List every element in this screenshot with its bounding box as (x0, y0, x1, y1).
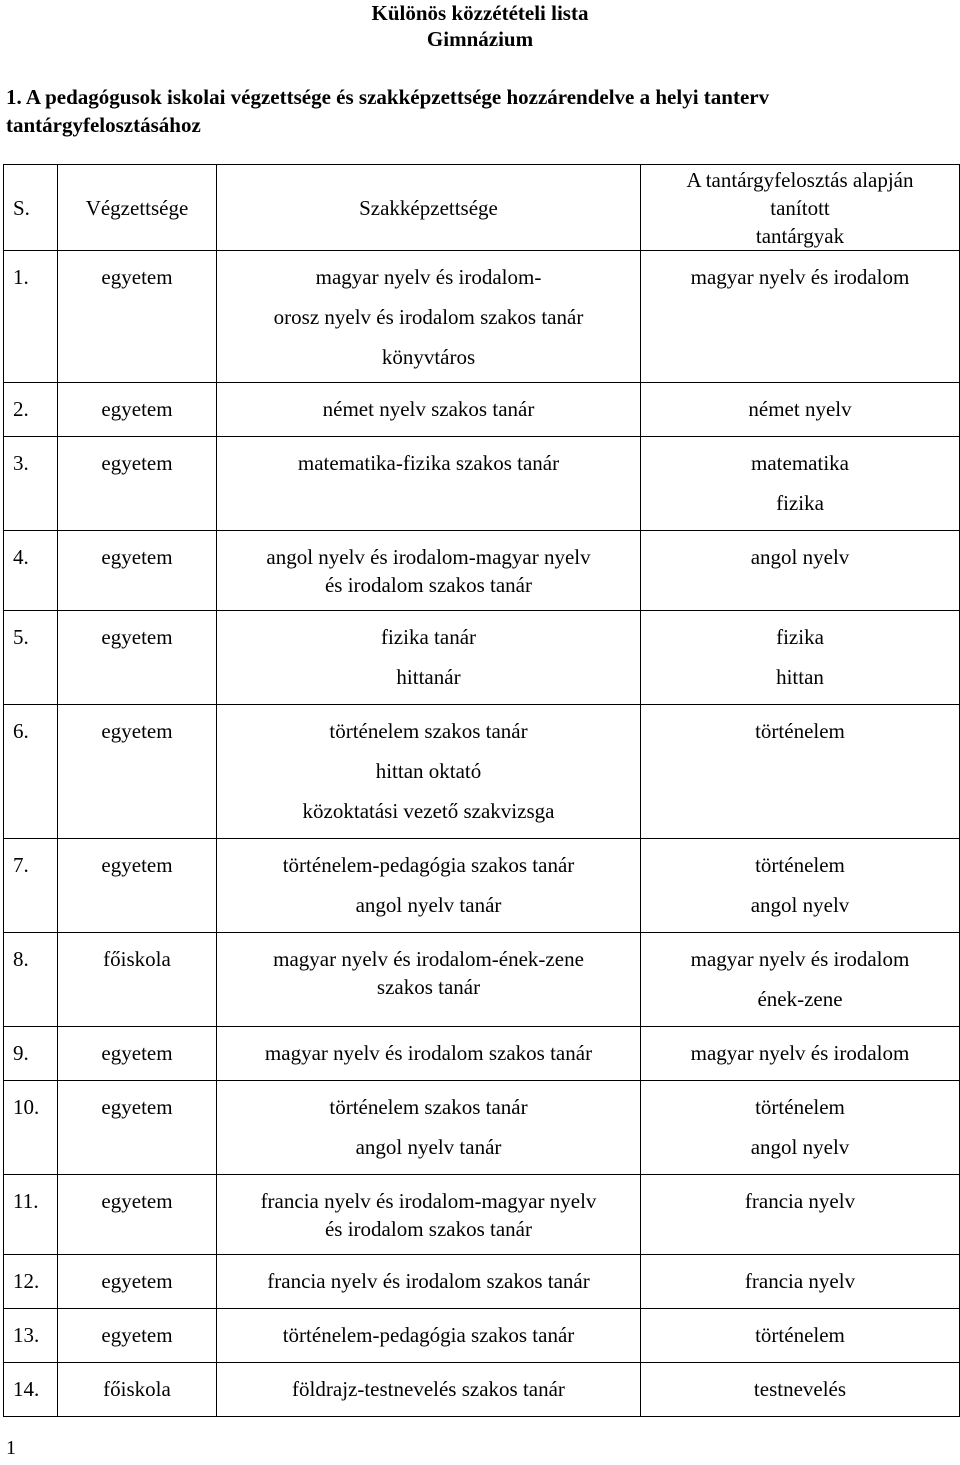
row-qualification (217, 611, 641, 705)
table-row (4, 1363, 960, 1417)
header-subjects-line2: tanított (770, 195, 830, 220)
qualification-line: könyvtáros (381, 345, 476, 369)
subject-line: angol nyelv (750, 545, 850, 569)
row-qualification (217, 1309, 641, 1363)
table-row (4, 839, 960, 933)
subject-line: történelem (755, 719, 845, 743)
row-subjects (641, 839, 960, 933)
row-number: 4. (4, 531, 58, 611)
header-degree: Végzettsége (58, 165, 217, 251)
subject-line: német nyelv (748, 397, 852, 421)
document-subtitle: Gimnázium (426, 27, 534, 51)
row-degree: egyetem (58, 1255, 217, 1309)
table-row (4, 1081, 960, 1175)
qualification-line: történelem szakos tanár (329, 719, 528, 743)
subject-line: magyar nyelv és irodalom (690, 947, 910, 971)
table-row (4, 1309, 960, 1363)
row-number: 1. (4, 251, 58, 383)
qualification-line: angol nyelv és irodalom-magyar nyelv (266, 545, 591, 569)
subject-line: matematika (751, 451, 849, 475)
subject-line: magyar nyelv és irodalom (690, 265, 910, 289)
row-subjects (641, 1255, 960, 1309)
table-row (4, 531, 960, 611)
subject-line: történelem (755, 1323, 845, 1347)
row-qualification (217, 933, 641, 1027)
qualification-line: magyar nyelv és irodalom szakos tanár (264, 1041, 593, 1065)
row-number: 2. (4, 383, 58, 437)
table-row (4, 933, 960, 1027)
qualification-line: magyar nyelv és irodalom-ének-zene (273, 947, 584, 971)
subject-line: fizika (776, 625, 824, 649)
row-number: 9. (4, 1027, 58, 1081)
table-row (4, 383, 960, 437)
table-row (4, 705, 960, 839)
header-subjects-line3: tantárgyak (755, 223, 845, 248)
row-subjects (641, 933, 960, 1027)
row-subjects (641, 1081, 960, 1175)
table-header-row (4, 165, 960, 251)
row-qualification (217, 531, 641, 611)
qualification-line: történelem szakos tanár (329, 1095, 528, 1119)
row-degree: egyetem (58, 437, 217, 531)
qualification-line: angol nyelv tanár (355, 893, 502, 917)
row-number: 5. (4, 611, 58, 705)
qualification-line: francia nyelv és irodalom-magyar nyelv (260, 1189, 597, 1213)
row-number: 3. (4, 437, 58, 531)
row-number: 8. (4, 933, 58, 1027)
section-heading: 1. A pedagógusok iskolai végzettsége és szakképzettsége hozzárendelve a helyi tanterv tantárgyfelosztásához (6, 85, 770, 137)
header-subjects (641, 165, 960, 251)
qualification-line: történelem-pedagógia szakos tanár (282, 853, 575, 877)
row-number: 10. (4, 1081, 58, 1175)
row-qualification (217, 1175, 641, 1255)
row-subjects (641, 251, 960, 383)
row-number: 12. (4, 1255, 58, 1309)
row-qualification (217, 437, 641, 531)
qualification-line: közoktatási vezető szakvizsga (302, 799, 555, 823)
subject-line: testnevelés (753, 1377, 847, 1401)
qualification-table (3, 164, 960, 1417)
table-row (4, 1027, 960, 1081)
subject-line: angol nyelv (750, 893, 850, 917)
row-number: 11. (4, 1175, 58, 1255)
subject-line: hittan (776, 665, 824, 689)
subject-line: magyar nyelv és irodalom (690, 1041, 910, 1065)
row-degree: egyetem (58, 1175, 217, 1255)
row-qualification (217, 705, 641, 839)
subject-line: fizika (776, 491, 824, 515)
row-degree: egyetem (58, 531, 217, 611)
qualification-line: német nyelv szakos tanár (322, 397, 535, 421)
row-number: 7. (4, 839, 58, 933)
qualification-line: földrajz-testnevelés szakos tanár (292, 1377, 565, 1401)
row-degree: egyetem (58, 705, 217, 839)
row-degree: egyetem (58, 611, 217, 705)
qualification-line: fizika tanár (380, 625, 477, 649)
row-qualification (217, 1081, 641, 1175)
table-row (4, 251, 960, 383)
row-qualification (217, 251, 641, 383)
row-degree: egyetem (58, 251, 217, 383)
qualification-line: hittanár (396, 665, 461, 689)
qualification-line: szakos tanár (376, 975, 481, 999)
row-degree: egyetem (58, 1081, 217, 1175)
qualification-line: matematika-fizika szakos tanár (297, 451, 560, 475)
row-qualification (217, 839, 641, 933)
qualification-line: és irodalom szakos tanár (324, 573, 533, 597)
qualification-line: francia nyelv és irodalom szakos tanár (267, 1269, 590, 1293)
qualification-line: hittan oktató (375, 759, 482, 783)
row-subjects (641, 437, 960, 531)
row-subjects (641, 1309, 960, 1363)
subject-line: történelem (755, 1095, 845, 1119)
document-title: Különös közzétételi lista (371, 1, 589, 25)
row-degree: egyetem (58, 839, 217, 933)
row-degree: főiskola (58, 1363, 217, 1417)
row-degree: egyetem (58, 1027, 217, 1081)
row-subjects (641, 705, 960, 839)
table-row (4, 437, 960, 531)
qualification-line: magyar nyelv és irodalom- (315, 265, 542, 289)
subject-line: francia nyelv (744, 1189, 856, 1213)
row-subjects (641, 531, 960, 611)
subject-line: francia nyelv (744, 1269, 856, 1293)
qualification-line: történelem-pedagógia szakos tanár (282, 1323, 575, 1347)
row-number: 6. (4, 705, 58, 839)
header-subjects-line1: A tantárgyfelosztás alapján (686, 167, 914, 192)
row-number: 13. (4, 1309, 58, 1363)
header-num: S. (4, 165, 58, 251)
page-number: 1 (6, 1437, 16, 1459)
row-degree: főiskola (58, 933, 217, 1027)
row-degree: egyetem (58, 1309, 217, 1363)
row-qualification (217, 1255, 641, 1309)
qualification-line: orosz nyelv és irodalom szakos tanár (273, 305, 584, 329)
row-subjects (641, 383, 960, 437)
subject-line: történelem (755, 853, 845, 877)
table-row (4, 1255, 960, 1309)
row-subjects (641, 1027, 960, 1081)
row-subjects (641, 1363, 960, 1417)
row-subjects (641, 611, 960, 705)
row-qualification (217, 1027, 641, 1081)
row-qualification (217, 383, 641, 437)
row-number: 14. (4, 1363, 58, 1417)
subject-line: ének-zene (757, 987, 843, 1011)
qualification-line: és irodalom szakos tanár (324, 1217, 533, 1241)
row-degree: egyetem (58, 383, 217, 437)
header-qualification: Szakképzettsége (217, 165, 641, 251)
row-subjects (641, 1175, 960, 1255)
subject-line: angol nyelv (750, 1135, 850, 1159)
row-qualification (217, 1363, 641, 1417)
table-row (4, 611, 960, 705)
qualification-line: angol nyelv tanár (355, 1135, 502, 1159)
table-row (4, 1175, 960, 1255)
